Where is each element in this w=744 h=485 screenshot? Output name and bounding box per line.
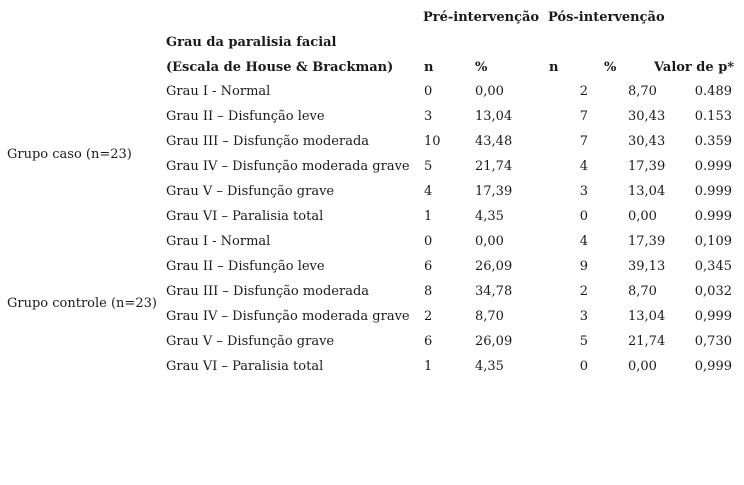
pct-pre-cell: 0,00 <box>475 84 504 99</box>
pct-post-cell: 39,13 <box>628 259 666 274</box>
grade-cell: Grau I - Normal <box>166 234 271 249</box>
pct-post-cell: 30,43 <box>628 134 666 149</box>
n-post-cell: 3 <box>579 309 588 324</box>
n-post-cell: 2 <box>579 84 588 99</box>
header-pct-pre: % <box>475 60 488 75</box>
header-grade-title: Grau da paralisia facial <box>166 35 337 50</box>
n-pre-cell: 0 <box>424 84 433 99</box>
n-pre-cell: 2 <box>424 309 433 324</box>
n-pre-cell: 6 <box>424 334 433 349</box>
pct-post-cell: 0,00 <box>628 359 657 374</box>
pct-pre-cell: 13,04 <box>475 109 513 124</box>
pct-post-cell: 17,39 <box>628 159 666 174</box>
n-post-cell: 7 <box>579 109 588 124</box>
grade-cell: Grau IV – Disfunção moderada grave <box>166 309 410 324</box>
p-value-cell: 0.999 <box>694 209 732 224</box>
p-value-cell: 0.359 <box>694 134 732 149</box>
header-p-value: Valor de p* <box>654 60 735 75</box>
pct-pre-cell: 26,09 <box>475 259 513 274</box>
n-post-cell: 0 <box>579 209 588 224</box>
n-post-cell: 5 <box>579 334 588 349</box>
header-grade-scale: (Escala de House & Brackman) <box>166 60 394 75</box>
grade-cell: Grau VI – Paralisia total <box>166 209 324 224</box>
p-value-cell: 0.489 <box>694 84 732 99</box>
pct-post-cell: 8,70 <box>628 84 657 99</box>
n-pre-cell: 10 <box>424 134 441 149</box>
n-pre-cell: 5 <box>424 159 433 174</box>
n-post-cell: 0 <box>579 359 588 374</box>
n-post-cell: 3 <box>579 184 588 199</box>
grade-cell: Grau I - Normal <box>166 84 271 99</box>
header-n-pre: n <box>424 60 434 75</box>
header-pre-intervention: Pré-intervenção <box>423 10 540 25</box>
n-post-cell: 4 <box>579 234 588 249</box>
grade-cell: Grau II – Disfunção leve <box>166 109 325 124</box>
header-pct-post: % <box>604 60 617 75</box>
pct-pre-cell: 43,48 <box>475 134 513 149</box>
p-value-cell: 0,345 <box>694 259 732 274</box>
p-value-cell: 0,109 <box>694 234 732 249</box>
grade-cell: Grau VI – Paralisia total <box>166 359 324 374</box>
group-label-control: Grupo controle (n=23) <box>7 296 157 311</box>
pct-post-cell: 0,00 <box>628 209 657 224</box>
pct-pre-cell: 26,09 <box>475 334 513 349</box>
grade-cell: Grau II – Disfunção leve <box>166 259 325 274</box>
grade-cell: Grau V – Disfunção grave <box>166 334 335 349</box>
pct-pre-cell: 17,39 <box>475 184 513 199</box>
header-n-post: n <box>549 60 559 75</box>
n-post-cell: 2 <box>579 284 588 299</box>
p-value-cell: 0.999 <box>694 184 732 199</box>
p-value-cell: 0,730 <box>694 334 732 349</box>
p-value-cell: 0,999 <box>694 359 732 374</box>
header-post-intervention: Pós-intervenção <box>548 10 665 25</box>
grade-cell: Grau III – Disfunção moderada <box>166 134 370 149</box>
n-pre-cell: 6 <box>424 259 433 274</box>
n-post-cell: 4 <box>579 159 588 174</box>
n-post-cell: 9 <box>579 259 588 274</box>
pct-post-cell: 13,04 <box>628 184 666 199</box>
pct-pre-cell: 8,70 <box>475 309 504 324</box>
n-pre-cell: 3 <box>424 109 433 124</box>
pct-post-cell: 13,04 <box>628 309 666 324</box>
pct-pre-cell: 34,78 <box>475 284 513 299</box>
pct-pre-cell: 0,00 <box>475 234 504 249</box>
pct-post-cell: 8,70 <box>628 284 657 299</box>
p-value-cell: 0.153 <box>694 109 732 124</box>
pct-post-cell: 30,43 <box>628 109 666 124</box>
group-label-case: Grupo caso (n=23) <box>7 147 132 162</box>
p-value-cell: 0.999 <box>694 159 732 174</box>
n-pre-cell: 1 <box>424 209 433 224</box>
n-pre-cell: 0 <box>424 234 433 249</box>
n-post-cell: 7 <box>579 134 588 149</box>
n-pre-cell: 8 <box>424 284 433 299</box>
grade-cell: Grau V – Disfunção grave <box>166 184 335 199</box>
pct-pre-cell: 4,35 <box>475 209 504 224</box>
grade-cell: Grau IV – Disfunção moderada grave <box>166 159 410 174</box>
pct-pre-cell: 21,74 <box>475 159 513 174</box>
n-pre-cell: 1 <box>424 359 433 374</box>
p-value-cell: 0,999 <box>694 309 732 324</box>
n-pre-cell: 4 <box>424 184 433 199</box>
p-value-cell: 0,032 <box>694 284 732 299</box>
pct-post-cell: 21,74 <box>628 334 666 349</box>
pct-post-cell: 17,39 <box>628 234 666 249</box>
grade-cell: Grau III – Disfunção moderada <box>166 284 370 299</box>
pct-pre-cell: 4,35 <box>475 359 504 374</box>
